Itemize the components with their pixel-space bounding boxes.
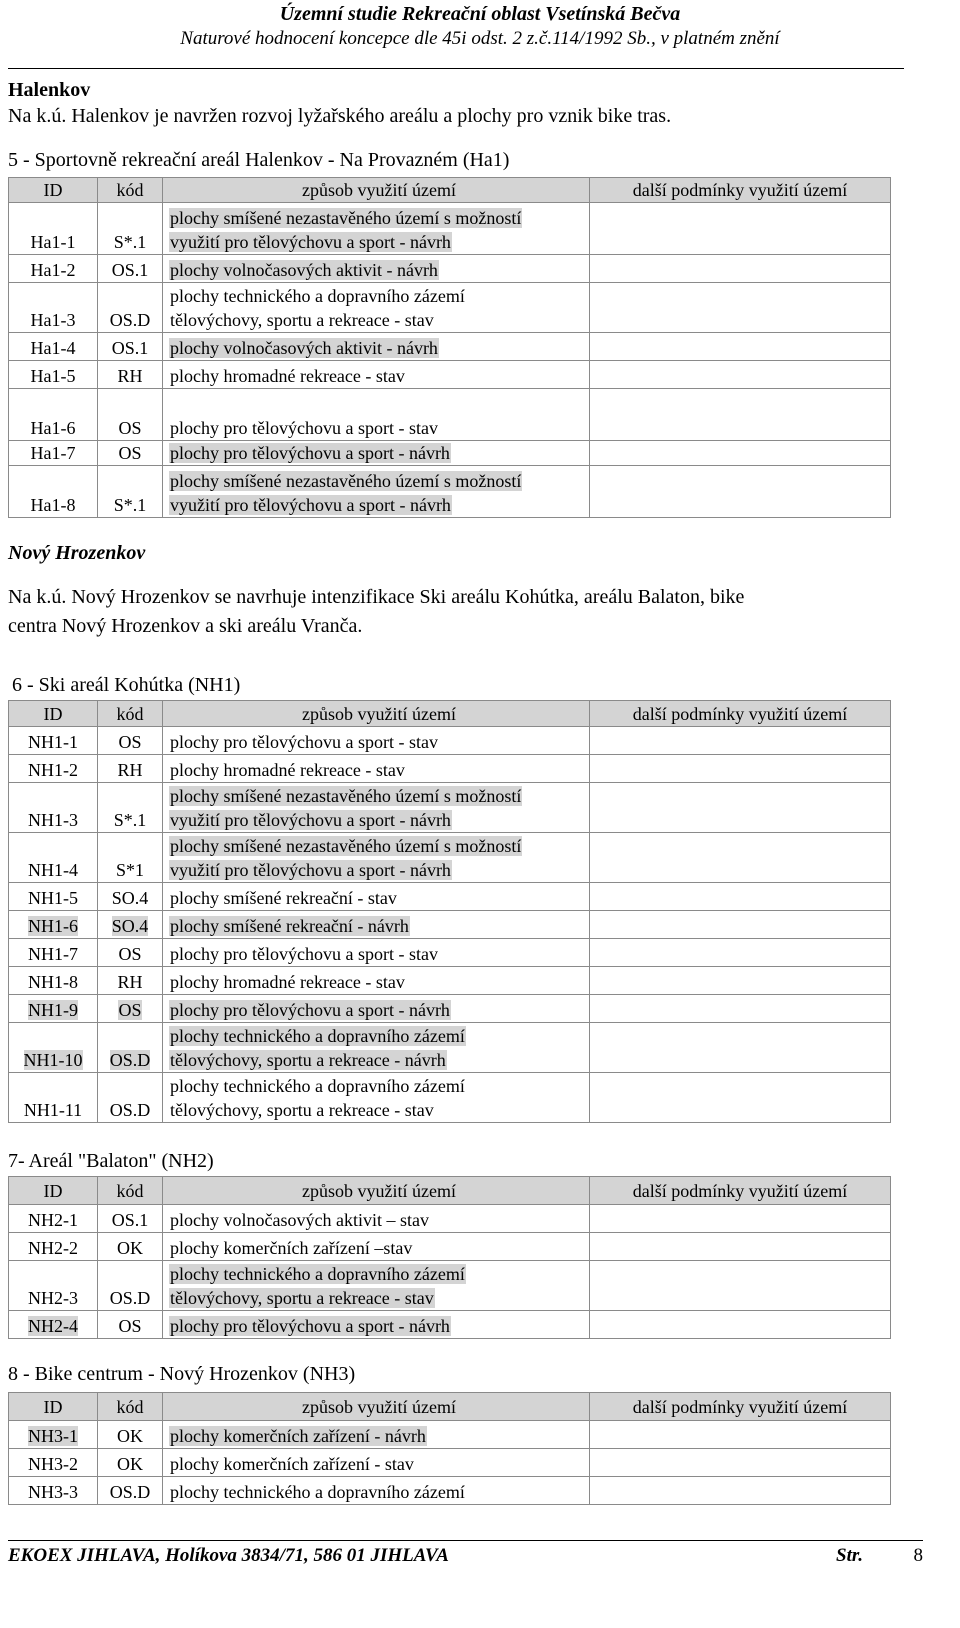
col-header-conditions: další podmínky využití území (590, 1393, 891, 1421)
cell-id: NH1-10 (9, 1023, 98, 1073)
table-row (9, 1023, 891, 1073)
table-header-row (9, 178, 891, 203)
table-5 (8, 177, 891, 518)
cell-id: Ha1-8 (9, 466, 98, 518)
cell-land-use: plochy volnočasových aktivit - návrh (163, 255, 590, 283)
document-title: Územní studie Rekreační oblast Vsetínská Bečva (279, 3, 681, 25)
col-header-conditions: další podmínky využití území (590, 1177, 891, 1205)
cell-land-use: plochy technického a dopravního zázemí tělovýchovy, sportu a rekreace - stav (163, 1073, 590, 1123)
col-header-id: ID (9, 1177, 98, 1205)
cell-id: NH1-2 (9, 755, 98, 783)
halenkov-intro: Na k.ú. Halenkov je navržen rozvoj lyžařského areálu a plochy pro vznik bike tras. (8, 105, 672, 127)
cell-id: NH1-6 (9, 911, 98, 939)
cell-kod: SO.4 (98, 911, 163, 939)
table6-title: 6 - Ski areál Kohútka (NH1) (12, 674, 241, 696)
col-header-kod: kód (98, 1393, 163, 1421)
cell-kod: OS (98, 441, 163, 466)
table8-title: 8 - Bike centrum - Nový Hrozenkov (NH3) (8, 1363, 356, 1385)
table-row (9, 255, 891, 283)
table-row (9, 283, 891, 333)
hrozenkov-intro-1: Na k.ú. Nový Hrozenkov se navrhuje intenzifikace Ski areálu Kohútka, areálu Balaton, bike (8, 586, 745, 608)
cell-id: Ha1-4 (9, 333, 98, 361)
cell-land-use: plochy pro tělovýchovu a sport - návrh (163, 441, 590, 466)
cell-conditions (590, 1073, 891, 1123)
cell-conditions (590, 939, 891, 967)
cell-kod: OS.1 (98, 255, 163, 283)
cell-conditions (590, 441, 891, 466)
cell-id: NH1-8 (9, 967, 98, 995)
cell-id: NH1-5 (9, 883, 98, 911)
cell-land-use: plochy pro tělovýchovu a sport - stav (163, 727, 590, 755)
cell-id: Ha1-7 (9, 441, 98, 466)
cell-land-use: plochy volnočasových aktivit – stav (163, 1205, 590, 1233)
cell-conditions (590, 1311, 891, 1339)
cell-conditions (590, 883, 891, 911)
halenkov-heading: Halenkov (8, 79, 91, 101)
cell-kod: OS (98, 995, 163, 1023)
cell-kod: OK (98, 1421, 163, 1449)
col-header-kod: kód (98, 701, 163, 727)
footer-str-label: Str. (836, 1545, 863, 1566)
table-header-row (9, 1177, 891, 1205)
cell-conditions (590, 1421, 891, 1449)
cell-conditions (590, 727, 891, 755)
cell-kod: OS (98, 939, 163, 967)
cell-land-use: plochy technického a dopravního zázemí tělovýchovy, sportu a rekreace - stav (163, 1261, 590, 1311)
table-row (9, 361, 891, 389)
table-row (9, 911, 891, 939)
table-row (9, 1261, 891, 1311)
cell-land-use: plochy komerčních zařízení - návrh (163, 1421, 590, 1449)
cell-land-use: plochy hromadné rekreace - stav (163, 755, 590, 783)
cell-kod: OS.1 (98, 333, 163, 361)
table-row (9, 783, 891, 833)
cell-kod: OK (98, 1233, 163, 1261)
col-header-conditions: další podmínky využití území (590, 701, 891, 727)
col-header-kod: kód (98, 1177, 163, 1205)
table-7 (8, 1176, 891, 1339)
cell-conditions (590, 967, 891, 995)
cell-land-use: plochy komerčních zařízení - stav (163, 1449, 590, 1477)
table-row (9, 995, 891, 1023)
table-row (9, 1449, 891, 1477)
table-row (9, 466, 891, 518)
footer-page-number: 8 (913, 1545, 923, 1566)
cell-kod: OS.1 (98, 1205, 163, 1233)
cell-conditions (590, 1023, 891, 1073)
cell-conditions (590, 1233, 891, 1261)
cell-conditions (590, 255, 891, 283)
cell-id: NH1-3 (9, 783, 98, 833)
cell-id: NH2-2 (9, 1233, 98, 1261)
cell-id: Ha1-5 (9, 361, 98, 389)
cell-kod: OS (98, 389, 163, 441)
cell-id: Ha1-2 (9, 255, 98, 283)
col-header-kod: kód (98, 178, 163, 203)
cell-conditions (590, 1449, 891, 1477)
table-row (9, 1073, 891, 1123)
cell-kod: RH (98, 755, 163, 783)
cell-id: NH1-11 (9, 1073, 98, 1123)
table5-title: 5 - Sportovně rekreační areál Halenkov - Na Provazném (Ha1) (8, 149, 510, 171)
cell-id: NH1-7 (9, 939, 98, 967)
table-row (9, 833, 891, 883)
cell-land-use: plochy smíšené nezastavěného území s možností využití pro tělovýchovu a sport - návrh (163, 466, 590, 518)
cell-conditions (590, 995, 891, 1023)
cell-id: Ha1-3 (9, 283, 98, 333)
table-row (9, 441, 891, 466)
col-header-conditions: další podmínky využití území (590, 178, 891, 203)
cell-conditions (590, 333, 891, 361)
col-header-use: způsob využití území (163, 1393, 590, 1421)
cell-conditions (590, 755, 891, 783)
cell-conditions (590, 1205, 891, 1233)
col-header-use: způsob využití území (163, 1177, 590, 1205)
cell-land-use: plochy technického a dopravního zázemí (163, 1477, 590, 1505)
table-row (9, 883, 891, 911)
cell-id: NH1-4 (9, 833, 98, 883)
table-row (9, 1421, 891, 1449)
cell-conditions (590, 466, 891, 518)
cell-land-use: plochy smíšené nezastavěného území s možností využití pro tělovýchovu a sport - návrh (163, 783, 590, 833)
cell-kod: OS.D (98, 1477, 163, 1505)
cell-land-use: plochy volnočasových aktivit - návrh (163, 333, 590, 361)
table-row (9, 755, 891, 783)
col-header-use: způsob využití území (163, 178, 590, 203)
cell-id: Ha1-6 (9, 389, 98, 441)
cell-land-use: plochy smíšené nezastavěného území s možností využití pro tělovýchovu a sport - návrh (163, 833, 590, 883)
cell-kod: OS (98, 727, 163, 755)
header-rule (8, 68, 904, 69)
table-row (9, 1311, 891, 1339)
cell-land-use: plochy technického a dopravního zázemí tělovýchovy, sportu a rekreace - návrh (163, 1023, 590, 1073)
cell-land-use: plochy smíšené nezastavěného území s možností využití pro tělovýchovu a sport - návrh (163, 203, 590, 255)
table-row (9, 1205, 891, 1233)
cell-kod: OS.D (98, 1261, 163, 1311)
cell-kod: OS.D (98, 1073, 163, 1123)
table-row (9, 727, 891, 755)
table-6 (8, 700, 891, 1123)
cell-id: NH3-1 (9, 1421, 98, 1449)
table-row (9, 967, 891, 995)
cell-land-use: plochy smíšené rekreační - stav (163, 883, 590, 911)
cell-kod: RH (98, 967, 163, 995)
table-row (9, 389, 891, 441)
cell-land-use: plochy technického a dopravního zázemí tělovýchovy, sportu a rekreace - stav (163, 283, 590, 333)
cell-kod: S*.1 (98, 466, 163, 518)
cell-kod: S*.1 (98, 203, 163, 255)
table-row (9, 1233, 891, 1261)
cell-conditions (590, 1261, 891, 1311)
cell-conditions (590, 833, 891, 883)
cell-kod: SO.4 (98, 883, 163, 911)
cell-kod: S*.1 (98, 783, 163, 833)
col-header-id: ID (9, 178, 98, 203)
cell-land-use: plochy hromadné rekreace - stav (163, 967, 590, 995)
footer-company: EKOEX JIHLAVA, Holíkova 3834/71, 586 01 JIHLAVA (8, 1545, 449, 1566)
cell-kod: S*1 (98, 833, 163, 883)
col-header-id: ID (9, 1393, 98, 1421)
table-row (9, 939, 891, 967)
cell-conditions (590, 283, 891, 333)
cell-id: NH1-9 (9, 995, 98, 1023)
cell-kod: OS.D (98, 1023, 163, 1073)
cell-id: Ha1-1 (9, 203, 98, 255)
document-subtitle: Naturové hodnocení koncepce dle 45i odst. 2 z.č.114/1992 Sb., v platném znění (180, 28, 780, 49)
table-row (9, 203, 891, 255)
table7-title: 7- Areál "Balaton" (NH2) (8, 1150, 214, 1172)
cell-kod: RH (98, 361, 163, 389)
cell-kod: OK (98, 1449, 163, 1477)
cell-conditions (590, 203, 891, 255)
cell-id: NH2-3 (9, 1261, 98, 1311)
hrozenkov-intro-2: centra Nový Hrozenkov a ski areálu Vranča. (8, 615, 363, 637)
cell-id: NH3-3 (9, 1477, 98, 1505)
table-row (9, 333, 891, 361)
cell-id: NH2-4 (9, 1311, 98, 1339)
cell-id: NH3-2 (9, 1449, 98, 1477)
cell-id: NH1-1 (9, 727, 98, 755)
table-header-row (9, 1393, 891, 1421)
footer-rule (8, 1540, 923, 1541)
cell-conditions (590, 361, 891, 389)
footer (8, 1545, 923, 1567)
hrozenkov-heading: Nový Hrozenkov (8, 542, 146, 564)
col-header-use: způsob využití území (163, 701, 590, 727)
cell-land-use: plochy hromadné rekreace - stav (163, 361, 590, 389)
cell-land-use: plochy pro tělovýchovu a sport - stav (163, 939, 590, 967)
col-header-id: ID (9, 701, 98, 727)
cell-land-use: plochy pro tělovýchovu a sport - návrh (163, 995, 590, 1023)
cell-id: NH2-1 (9, 1205, 98, 1233)
cell-land-use: plochy pro tělovýchovu a sport - stav (163, 389, 590, 441)
cell-conditions (590, 783, 891, 833)
cell-conditions (590, 1477, 891, 1505)
cell-land-use: plochy komerčních zařízení –stav (163, 1233, 590, 1261)
cell-kod: OS (98, 1311, 163, 1339)
cell-kod: OS.D (98, 283, 163, 333)
table-header-row (9, 701, 891, 727)
table-row (9, 1477, 891, 1505)
cell-land-use: plochy pro tělovýchovu a sport - návrh (163, 1311, 590, 1339)
cell-conditions (590, 389, 891, 441)
cell-conditions (590, 911, 891, 939)
cell-land-use: plochy smíšené rekreační - návrh (163, 911, 590, 939)
table-8 (8, 1392, 891, 1505)
